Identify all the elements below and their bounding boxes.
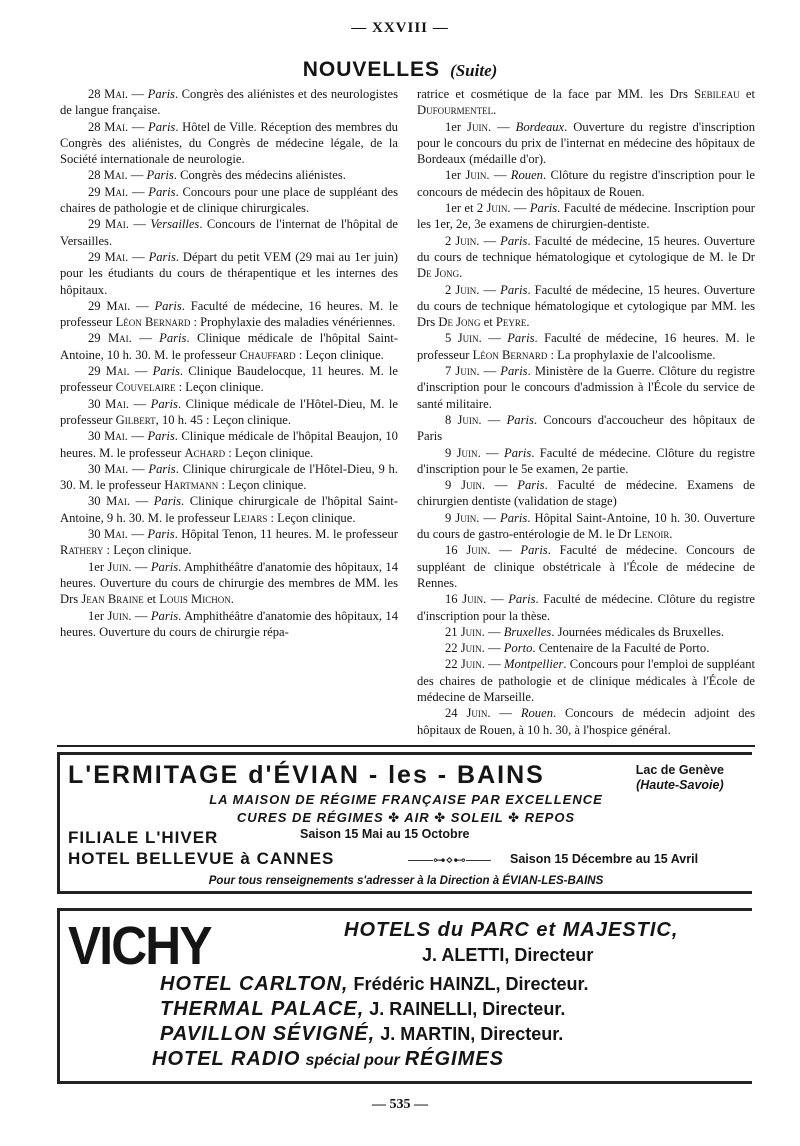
news-text: . Clinique chirurgicale de l'Hôtel-Dieu, 9 h. 30. M. le professeur: [60, 461, 398, 493]
news-text: Paris: [500, 233, 528, 248]
news-text: Sebileau: [694, 87, 740, 101]
vichy-line-2-name: HOTEL CARLTON,: [160, 973, 349, 995]
news-text: Peyre: [495, 315, 527, 330]
news-text: . —: [124, 527, 148, 542]
news-item: [417, 640, 755, 656]
news-text: et: [143, 592, 160, 607]
evian-season-summer: Saison 15 Mai au 15 Octobre: [300, 827, 470, 841]
evian-season-winter: Saison 15 Décembre au 15 Avril: [510, 852, 699, 866]
news-text: Paris: [504, 445, 532, 460]
news-text: . —: [128, 331, 160, 346]
news-text: Léon Bernard: [115, 315, 191, 330]
news-text: Juin: [466, 543, 488, 558]
news-text: 9: [445, 478, 462, 493]
news-text: Juin: [465, 168, 487, 183]
news-text: 29: [88, 331, 108, 346]
news-text: . —: [477, 445, 504, 460]
news-text: 2: [445, 233, 456, 248]
news-text: . —: [476, 233, 501, 248]
news-text: 1er et 2: [445, 201, 487, 216]
news-text: Paris: [150, 396, 178, 411]
news-text: Chauffard: [239, 347, 296, 362]
news-text: Paris: [154, 298, 182, 313]
news-text: . Hôpital Saint-Antoine, 10 h. 30. Ouverture du cours de gastro-entérologie de M. le Dr: [417, 510, 756, 542]
news-text: : Leçon clinique.: [103, 543, 192, 558]
news-text: . —: [125, 217, 151, 232]
news-text: Lenoir: [634, 527, 670, 542]
vichy-line-3: [160, 998, 565, 1021]
news-text: Paris: [147, 527, 175, 542]
news-text: . Faculté de médecine, 15 heures. Ouverture du cours de technique hématologique et cytologique de M. le Dr: [417, 233, 755, 264]
news-text: , 10 h. 45 : Leçon clinique.: [155, 412, 292, 427]
news-text: . —: [481, 641, 504, 656]
news-text: Paris: [147, 429, 175, 444]
news-text: Paris: [159, 331, 187, 346]
news-text: . Faculté de médecine, 16 heures. M. le professeur: [60, 298, 398, 330]
news-text: Jean Braine: [81, 592, 144, 607]
news-text: . Clôture du registre d'inscription pour le concours de médecin des hôpitaux de Rouen.: [417, 168, 755, 199]
news-text: . Concours pour une place de suppléant des chaires de pathologie et de clinique chirurgicales.: [60, 184, 398, 216]
news-text: Gilbert: [115, 412, 156, 427]
news-text: : La prophylaxie de l'alcoolisme.: [547, 347, 716, 362]
news-text: . Faculté de médecine. Inscription pour les 1er, 2e, 3e examens de chirurgien-dentiste.: [417, 201, 755, 232]
vichy-line-5-name: HOTEL RADIO: [152, 1048, 301, 1070]
news-text: Juin: [457, 331, 479, 346]
news-text: .: [526, 315, 530, 330]
vichy-line-4-director: J. MARTIN, Directeur.: [380, 1024, 564, 1044]
news-text: 30: [88, 461, 105, 476]
news-text: 22: [445, 657, 461, 672]
news-text: : Prophylaxie des maladies vénériennes.: [190, 315, 396, 330]
news-text: . Congrès des aliénistes et des neurologistes de langue française.: [60, 87, 399, 118]
news-text: Mai: [107, 331, 129, 346]
news-text: Paris: [146, 168, 174, 183]
news-text: Paris: [150, 608, 179, 623]
vichy-line-5: [152, 1048, 504, 1071]
news-text: 29: [88, 184, 105, 199]
news-text: Porto: [503, 641, 533, 656]
news-text: Lejars: [233, 510, 268, 525]
news-text: 29: [88, 217, 106, 232]
news-text: 1er: [88, 608, 108, 623]
news-text: Juin: [462, 592, 484, 607]
news-text: Paris: [508, 592, 536, 607]
evian-filiale: FILIALE L'HIVER: [68, 828, 219, 847]
right-column: [417, 86, 755, 738]
news-text: . —: [487, 706, 521, 721]
news-text: Juin: [107, 608, 129, 623]
news-text: Bordeaux: [515, 119, 565, 134]
news-text: Rouen: [520, 706, 553, 721]
evian-location-region: (Haute-Savoie): [636, 778, 724, 792]
evian-ornament: ——⊶⋄⊷——: [408, 853, 491, 867]
news-text: . Ouverture du registre d'inscription pour le concours du prix de l'internat en médecine des hôpitaux de Bordeaux (médaille d'or).: [417, 119, 755, 167]
news-text: De Jong: [417, 266, 460, 281]
news-text: Juin: [466, 706, 488, 721]
news-text: Paris: [520, 543, 548, 558]
news-text: Mai: [104, 119, 125, 134]
news-text: 16: [445, 543, 467, 558]
vichy-line-1-name: HOTELS du PARC et MAJESTIC,: [344, 919, 679, 941]
news-text: . Clinique Baudelocque, 11 heures. M. le professeur: [60, 364, 398, 395]
page-title: [0, 58, 800, 82]
news-item: [60, 461, 398, 494]
news-item: [417, 200, 755, 233]
news-text: Rouen: [510, 168, 543, 183]
news-text: . —: [481, 657, 504, 672]
news-text: Paris: [148, 249, 176, 264]
news-item: [417, 656, 755, 705]
news-text: . —: [128, 559, 151, 574]
news-item: [60, 493, 398, 526]
news-text: Paris: [148, 184, 176, 199]
vichy-line-4: [160, 1023, 563, 1046]
news-text: Mai: [105, 217, 126, 232]
news-item: [417, 282, 755, 331]
news-text: et: [480, 315, 496, 330]
news-text: 1er: [445, 119, 468, 134]
news-text: . Ministère de la Guerre. Clôture du registre d'inscription pour le concours d'admission à l'École du service de santé militaire.: [417, 364, 755, 411]
news-item: [417, 363, 755, 412]
news-text: . Clinique médicale de l'Hôtel-Dieu, M. le professeur: [60, 396, 398, 427]
news-text: Mai: [106, 298, 128, 313]
news-item: [417, 542, 755, 591]
news-item: [60, 298, 398, 331]
news-text: . —: [478, 412, 507, 427]
news-text: Juin: [460, 657, 482, 672]
news-text: Juin: [455, 364, 477, 379]
evian-cures: CURES DE RÉGIMES ✤ AIR ✤ SOLEIL ✤ REPOS: [236, 810, 576, 825]
news-text: 5: [445, 331, 458, 346]
news-text: . Départ du petit VEM (29 mai au 1er juin) pour les étudiants du cours de thérapentique et les internes des hôpitaux.: [60, 249, 398, 297]
evian-location: [636, 763, 724, 793]
news-text: . —: [483, 592, 509, 607]
news-text: 22: [445, 641, 461, 656]
vichy-line-1-director: J. ALETTI, Directeur: [422, 945, 594, 965]
news-text: . Centenaire de la Faculté de Porto.: [532, 641, 710, 656]
vichy-line-1: [344, 919, 678, 942]
news-text: . —: [476, 510, 501, 525]
news-text: . Faculté de médecine. Concours de suppléant de clinique obstétricale à l'École de médecine de Rennes.: [417, 543, 755, 590]
news-text: 9: [445, 445, 457, 460]
news-text: Paris: [500, 364, 528, 379]
news-item: [417, 86, 755, 119]
news-text: . Hôtel de Ville. Réception des membres du Congrès des aliénistes, du Congrès de médecine légale, de la Société internationale de neurologie.: [60, 119, 398, 167]
news-text: Mai: [103, 168, 125, 183]
news-text: . —: [124, 168, 147, 183]
news-item: [417, 233, 755, 282]
news-text: .: [669, 527, 673, 542]
section-title: NOUVELLES: [302, 58, 441, 81]
news-text: Juin: [455, 510, 477, 525]
section-subtitle: (Suite): [450, 61, 498, 80]
news-text: . —: [481, 624, 504, 639]
news-text: . —: [486, 168, 511, 183]
news-text: . Congrès des médecins aliénistes.: [173, 168, 346, 183]
news-item: [417, 624, 755, 640]
news-text: . Amphithéâtre d'anatomie des hôpitaux, 14 heures. Ouverture du cours de chirurgie des membres de MM. les Drs: [60, 559, 398, 607]
news-text: Mai: [104, 461, 126, 476]
news-text: . Hôpital Tenon, 11 heures. M. le professeur: [174, 527, 398, 542]
news-text: Versailles: [150, 217, 200, 232]
news-text: . —: [476, 364, 501, 379]
news-text: Mai: [106, 494, 127, 509]
news-item: [60, 249, 398, 298]
news-text: 24: [445, 706, 467, 721]
news-text: Juin: [460, 624, 482, 639]
news-text: et: [739, 87, 755, 101]
evian-location-lake: Lac de Genève: [635, 763, 724, 777]
evian-footer: Pour tous renseignements s'adresser à la Direction à ÉVIAN-LES-BAINS: [208, 875, 604, 887]
news-item: [417, 591, 755, 624]
vichy-line-4-name: PAVILLON SÉVIGNÉ,: [160, 1023, 376, 1045]
news-text: .: [493, 103, 497, 118]
news-text: 29: [88, 249, 105, 264]
news-text: 28: [88, 119, 105, 134]
vichy-line-2-director: Frédéric HAINZL, Directeur.: [353, 974, 589, 994]
news-text: . Faculté de médecine. Clôture du registre d'inscription pour le 5e examen, 2e partie.: [417, 445, 755, 476]
news-text: . —: [127, 298, 155, 313]
news-text: Paris: [147, 87, 175, 101]
vichy-line-3-name: THERMAL PALACE,: [160, 998, 365, 1020]
news-text: Paris: [500, 282, 528, 297]
news-text: 8: [445, 412, 458, 427]
news-text: . Faculté de médecine. Examens de chirurgien dentiste (validation de stage): [417, 478, 755, 509]
news-text: Juin: [107, 559, 129, 574]
news-item: [60, 559, 398, 608]
news-text: . —: [481, 478, 518, 493]
news-text: . —: [507, 201, 530, 216]
news-text: 29: [88, 298, 107, 313]
evian-title: L'ERMITAGE d'ÉVIAN - les - BAINS: [68, 761, 545, 789]
vichy-line-2: [160, 973, 589, 996]
news-text: Juin: [467, 119, 488, 134]
news-item: [60, 119, 398, 168]
news-text: Mai: [104, 184, 126, 199]
news-item: [60, 363, 398, 396]
vichy-title: VICHY: [68, 916, 211, 976]
news-item: [60, 396, 398, 429]
news-item: [60, 167, 398, 183]
news-text: Mai: [105, 364, 127, 379]
news-item: [60, 526, 398, 559]
news-text: 7: [445, 364, 456, 379]
news-item: [417, 445, 755, 478]
news-text: . Concours de médecin adjoint des hôpitaux de Rouen, à 10 h. 30, à l'hospice général.: [417, 706, 755, 737]
news-text: 30: [88, 396, 106, 411]
news-text: . Concours de l'internat de l'hôpital de Versailles.: [60, 217, 398, 248]
news-text: : Leçon clinique.: [175, 380, 264, 395]
news-text: Mai: [104, 87, 125, 101]
news-text: . —: [487, 543, 521, 558]
news-text: Paris: [153, 494, 182, 509]
news-text: . —: [126, 364, 153, 379]
news-text: 28: [88, 87, 105, 101]
news-text: . Clinique médicale de l'hôpital Beaujon, 10 heures. M. le professeur: [60, 429, 398, 460]
news-text: Juin: [461, 478, 482, 493]
news-text: . Clinique chirurgicale de l'hôpital Saint-Antoine, 9 h. 30. M. le professeur: [60, 494, 398, 525]
news-text: Paris: [148, 461, 176, 476]
news-item: [417, 705, 755, 738]
news-text: : Leçon clinique.: [218, 478, 307, 493]
news-item: [60, 86, 398, 119]
news-text: . Clinique médicale de l'hôpital Saint-Antoine, 10 h. 30. M. le professeur: [60, 331, 398, 362]
news-text: Mai: [104, 527, 125, 542]
news-text: Montpellier: [503, 657, 564, 672]
news-text: Paris: [529, 201, 558, 216]
news-text: . —: [478, 331, 508, 346]
news-text: 30: [88, 429, 105, 444]
news-item: [60, 184, 398, 217]
news-item: [60, 608, 398, 641]
news-text: . —: [125, 249, 149, 264]
news-text: Paris: [152, 364, 180, 379]
news-text: Mai: [104, 429, 125, 444]
news-item: [60, 330, 398, 363]
news-text: Paris: [517, 478, 545, 493]
news-text: : Leçon clinique.: [267, 510, 356, 525]
news-text: Mai: [104, 249, 126, 264]
news-text: . —: [124, 429, 148, 444]
news-text: Juin: [456, 445, 478, 460]
news-item: [417, 119, 755, 168]
news-text: : Leçon clinique.: [295, 347, 384, 362]
news-text: Dufourmentel: [417, 103, 494, 118]
news-text: Juin: [457, 412, 479, 427]
news-text: . —: [487, 119, 516, 134]
news-text: . Faculté de médecine, 16 heures. M. le professeur: [417, 331, 755, 362]
news-text: Couvelaire: [115, 380, 176, 395]
news-text: Mai: [105, 396, 126, 411]
news-item: [417, 167, 755, 200]
news-text: . Journées médicales ds Bruxelles.: [551, 624, 725, 639]
news-text: . Faculté de médecine, 15 heures. Ouverture du cours de technique hématologique et cytologique par MM. les Drs: [417, 282, 755, 330]
news-text: Paris: [150, 559, 179, 574]
news-item: [417, 477, 755, 510]
news-text: De Jong: [438, 315, 481, 330]
news-item: [417, 412, 755, 445]
news-text: ratrice et cosmétique de la face par MM. les Drs: [417, 87, 695, 101]
news-text: Juin: [460, 641, 482, 656]
news-text: Bruxelles: [503, 624, 552, 639]
left-column: [60, 86, 398, 640]
news-text: . —: [124, 87, 148, 101]
news-text: . Concours d'accoucheur des hôpitaux de Paris: [417, 412, 755, 444]
news-item: [417, 510, 755, 543]
vichy-line-5-regimes: RÉGIMES: [404, 1048, 504, 1070]
news-text: 16: [445, 592, 463, 607]
news-text: . —: [128, 608, 151, 623]
news-text: 21: [445, 624, 461, 639]
vichy-line-5-special: spécial pour: [305, 1052, 400, 1069]
news-text: .: [459, 266, 463, 281]
news-text: Achard: [184, 445, 226, 460]
news-text: . —: [126, 494, 154, 509]
evian-tagline: LA MAISON DE RÉGIME FRANÇAISE PAR EXCELLENCE: [209, 792, 603, 807]
news-text: . Amphithéâtre d'anatomie des hôpitaux, 14 heures. Ouverture du cours de chirurgie répa-: [60, 608, 398, 639]
news-text: 2: [445, 282, 456, 297]
news-text: 30: [88, 494, 107, 509]
evian-advertisement: [57, 752, 752, 894]
news-text: Paris: [148, 119, 176, 134]
news-text: . —: [476, 282, 501, 297]
news-text: Hartmann: [164, 478, 219, 493]
news-text: . —: [124, 119, 149, 134]
news-item: [60, 216, 398, 249]
news-text: Léon Bernard: [472, 347, 548, 362]
news-text: .: [230, 592, 234, 607]
news-text: Rathery: [60, 543, 104, 558]
news-text: 28: [88, 168, 104, 183]
news-text: . Concours pour l'emploi de suppléant des chaires de pathologie et de clinique médicales à l'École de médecine de Marseille.: [417, 657, 755, 704]
page-roman-number: — XXVIII —: [351, 20, 449, 36]
news-item: [417, 330, 755, 363]
divider-rule: [57, 745, 755, 747]
news-text: . —: [125, 461, 149, 476]
news-text: . —: [125, 396, 151, 411]
news-text: Juin: [486, 201, 508, 216]
vichy-advertisement: [57, 908, 752, 1084]
news-text: 30: [88, 527, 105, 542]
news-text: Juin: [455, 282, 477, 297]
page-number: — 535 —: [372, 1097, 428, 1112]
news-text: Paris: [500, 510, 528, 525]
news-text: 1er: [445, 168, 466, 183]
news-text: 9: [445, 510, 456, 525]
news-text: . Faculté de médecine. Clôture du registre d'inscription pour la thèse.: [417, 592, 756, 623]
vichy-line-3-director: J. RAINELLI, Directeur.: [369, 999, 566, 1019]
news-text: Louis Michon: [159, 592, 231, 607]
news-text: 1er: [88, 559, 108, 574]
news-text: Paris: [506, 412, 534, 427]
news-text: . —: [125, 184, 149, 199]
evian-hotel: HOTEL BELLEVUE à CANNES: [68, 849, 335, 868]
news-item: [60, 428, 398, 461]
news-text: : Leçon clinique.: [225, 445, 314, 460]
news-text: Paris: [507, 331, 535, 346]
news-text: 29: [88, 364, 106, 379]
news-text: Juin: [455, 233, 477, 248]
